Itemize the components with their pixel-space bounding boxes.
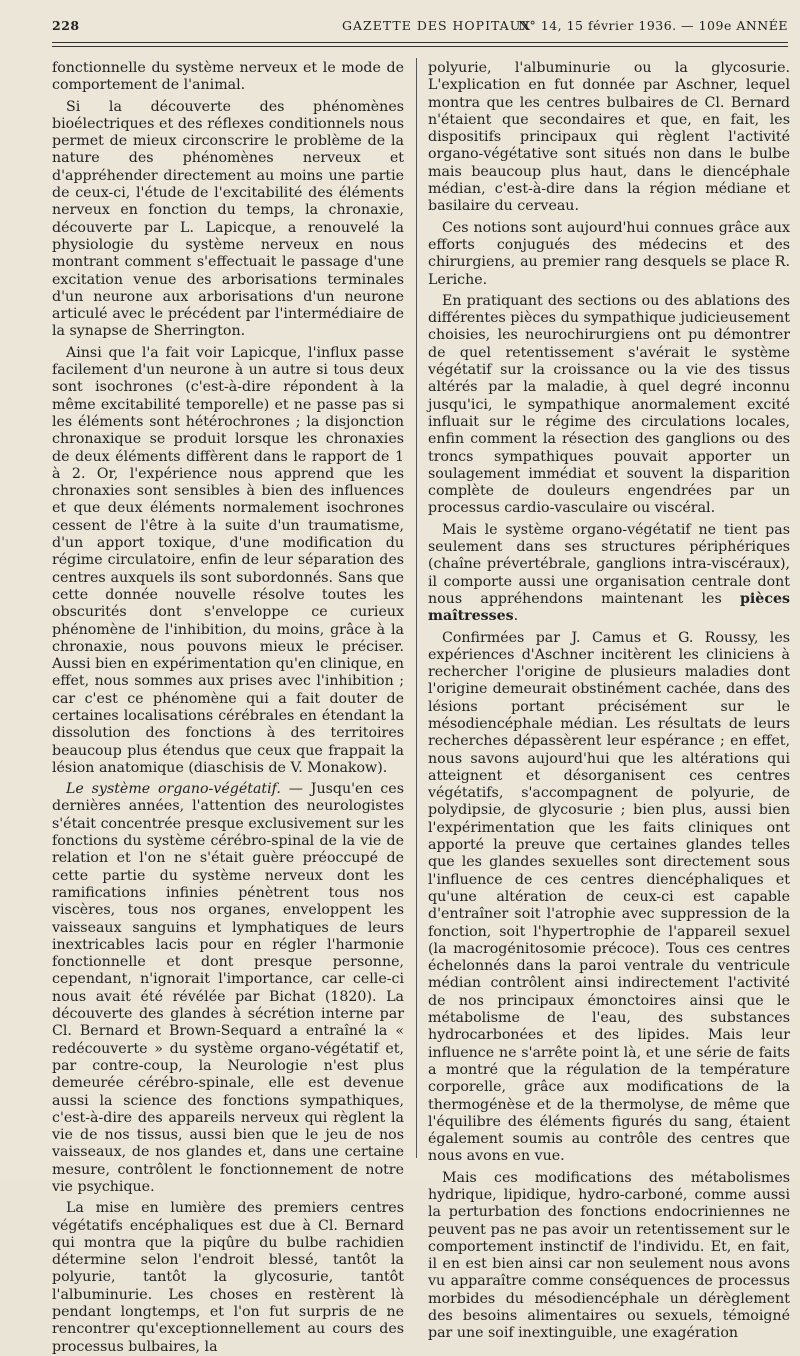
- right-column: [428, 60, 790, 1342]
- header-rule-top: [52, 42, 788, 43]
- page-number: 228: [52, 18, 80, 33]
- paragraph: polyurie, l'albuminurie ou la glycosurie. L'explication en fut donnée par Aschner, lequel montra que les centres bulbaires de Cl. Bernard n'étaient que secondaires et que, en fait, les dispositifs principaux qui règlent l'activité organo-végétative sont situés non dans le bulbe mais beaucoup plus haut, dans le diencéphale médian, c'est-à-dire dans la région médiane et basilaire du cerveau.: [428, 60, 790, 215]
- page-header: [52, 18, 788, 40]
- journal-title: GAZETTE DES HOPITAUX: [342, 18, 532, 33]
- emphasis-text: pièces maîtresses: [428, 590, 790, 625]
- header-rule-bottom: [52, 46, 788, 47]
- paragraph: Ces notions sont aujourd'hui connues grâce aux efforts conjugués des médecins et des chirurgiens, au premier rang desquels se place R. Leriche.: [428, 219, 790, 288]
- paragraph: La mise en lumière des premiers centres végétatifs encéphaliques est due à Cl. Bernard qui montra que la piqûre du bulbe rachidien détermine selon l'endroit blessé, tantôt la polyurie, tantôt la glycosurie, tantôt l'albuminurie. Les choses en restèrent là pendant longtemps, et l'on fut surpris de ne rencontrer qu'exceptionnellement au cours des processus bulbaires, la: [52, 1200, 404, 1355]
- paragraph: [428, 522, 790, 626]
- issue-info: N° 14, 15 février 1936. — 109e ANNÉE: [518, 18, 788, 33]
- paragraph: Si la découverte des phénomènes bioélectriques et des réflexes conditionnels nous permet de mieux circonscrire le problème de la nature des phénomènes nerveux et d'appréhender directement au moins une partie de ceux-ci, l'étude de l'excitabilité des éléments nerveux en fonction du temps, la chronaxie, découverte par L. Lapicque, a renouvelé la physiologie du système nerveux en nous montrant comment s'effectuait le passage d'une excitation venue des arborisations terminales d'un neurone aux arborisations d'un neurone articulé avec le précédent par l'intermédiaire de la synapse de Sherrington.: [52, 98, 404, 340]
- paragraph: Confirmées par J. Camus et G. Roussy, les expériences d'Aschner incitèrent les cliniciens à rechercher l'origine de plusieurs maladies dont l'origine demeurait obstinément cachée, dans des lésions portant précisément sur le mésodiencéphale médian. Les résultats de leurs recherches dépassèrent leur espérance ; en effet, nous savons aujourd'hui que les altérations qui atteignent et désorganisent ces centres végétatifs, s'accompagnent de polyurie, de polydipsie, de glycosurie ; bien plus, aussi bien l'expérimentation que les faits cliniques ont apporté la preuve que certaines glandes telles que les glandes sexuelles sont directement sous l'influence de ces centres diencéphaliques et qu'une altération de ceux-ci est capable d'entraîner soit l'atrophie avec suppression de la fonction, soit l'hypertrophie de l'appareil sexuel (la macrogénitosomie précoce). Tous ces centres échelonnés dans la paroi ventrale du ventricule médian contrôlent ainsi indirectement l'activité de nos principaux émonctoires ainsi que le métabolisme de l'eau, des substances hydrocarbonées et des lipides. Mais leur influence ne s'arrête point là, et une série de faits a montré que la régulation de la température corporelle, grâce aux modifications de la thermogénèse et de la thermolyse, de même que l'équilibre des éléments figurés du sang, étaient également soumis au contrôle des centres que nous avons en vue.: [428, 629, 790, 1165]
- paragraph: Mais ces modifications des métabolismes hydrique, lipidique, hydro-carboné, comme aussi la perturbation des fonctions endocriniennes ne peuvent pas ne pas avoir un retentissement sur le comportement instinctif de l'individu. Et, en fait, il en est bien ainsi car non seulement nous avons vu apparaître comme conséquences de processus morbides du mésodiencéphale un dérèglement des besoins alimentaires ou sexuels, témoigné par une soif inextinguible, une exagération: [428, 1169, 790, 1342]
- paragraph-text: Mais le système organo-végétatif ne tient pas seulement dans ses structures périphériques (chaîne prévertébrale, ganglions intra-viscéraux), il comporte aussi une organisation centrale dont nous appréhendons maintenant les: [428, 521, 790, 607]
- paragraph-text: .: [513, 608, 519, 625]
- paragraph: Ainsi que l'a fait voir Lapicque, l'influx passe facilement d'un neurone à un autre si tous deux sont isochrones (c'est-à-dire répondent à la même excitabilité temporelle) et ne passe pas si les éléments sont hétérochrones ; la disjonction chronaxique se produit lorsque les chronaxies de deux éléments diffèrent dans le rapport de 1 à 2. Or, l'expérience nous apprend que les chronaxies sont sensibles à bien des influences et que deux éléments normalement isochrones cessent de l'être à la suite d'un traumatisme, d'un apport toxique, d'une modification du régime circulatoire, enfin de leur séparation des centres auxquels ils sont subordonnés. Sans que cette donnée nouvelle résolve toutes les obscurités dont s'enveloppe ce curieux phénomène de l'inhibition, du moins, grâce à la chronaxie, nous pouvons mieux le préciser. Aussi bien en expérimentation qu'en clinique, en effet, nous sommes aux prises avec l'inhibition ; car c'est ce phénomène qui a fait douter de certaines localisations cérébrales en étendant la dissolution des fonctions à des territoires beaucoup plus étendus que ceux que frappait la lésion anatomique (diaschisis de V. Monakow).: [52, 344, 404, 776]
- paragraph: fonctionnelle du système nerveux et le mode de comportement de l'animal.: [52, 60, 404, 94]
- left-column: [52, 60, 404, 1355]
- column-divider: [416, 58, 417, 1158]
- paragraph: En pratiquant des sections ou des ablations des différentes pièces du sympathique judicieusement choisies, les neurochirurgiens ont pu démontrer de quel retentissement s'avérait le système végétatif sur la croissance ou la vie des tissus altérés par la maladie, à quel degré inconnu jusqu'ici, le sympathique anormalement excité influait sur le régime des circulations locales, enfin comment la résection des ganglions ou des troncs sympathiques pouvait apporter un soulagement immédiat et souvent la disparition complète de douleurs engendrées par un processus cardio-vasculaire ou viscéral.: [428, 292, 790, 517]
- paragraph: [52, 781, 404, 1196]
- paragraph-text: — Jusqu'en ces dernières années, l'attention des neurologistes s'était concentrée presque exclusivement sur les fonctions du système cérébro-spinal de la vie de relation et l'on ne s'était guère préoccupé de cette partie du système nerveux dont les ramifications infinies pénètrent tous nos viscères, tous nos organes, enveloppent les vaisseaux sanguins et lymphatiques de leurs inextricables lacis pour en régler l'harmonie fonctionnelle et dont presque personne, cependant, n'ignorait l'importance, car celle-ci nous avait été révélée par Bichat (1820). La découverte des glandes à sécrétion interne par Cl. Bernard et Brown-Sequard a entraîné la « redécouverte » du système organo-végétatif et, par contre-coup, la Neurologie n'est plus demeurée cérébro-spinale, elle est devenue aussi la science des fonctions sympathiques, c'est-à-dire des appareils nerveux qui règlent la vie de nos tissus, aussi bien que le jeu de nos vaisseaux, de nos glandes et, dans une certaine mesure, contrôlent le fonctionnement de notre vie psychique.: [52, 781, 404, 1195]
- section-heading: Le système organo-végétatif.: [66, 781, 281, 798]
